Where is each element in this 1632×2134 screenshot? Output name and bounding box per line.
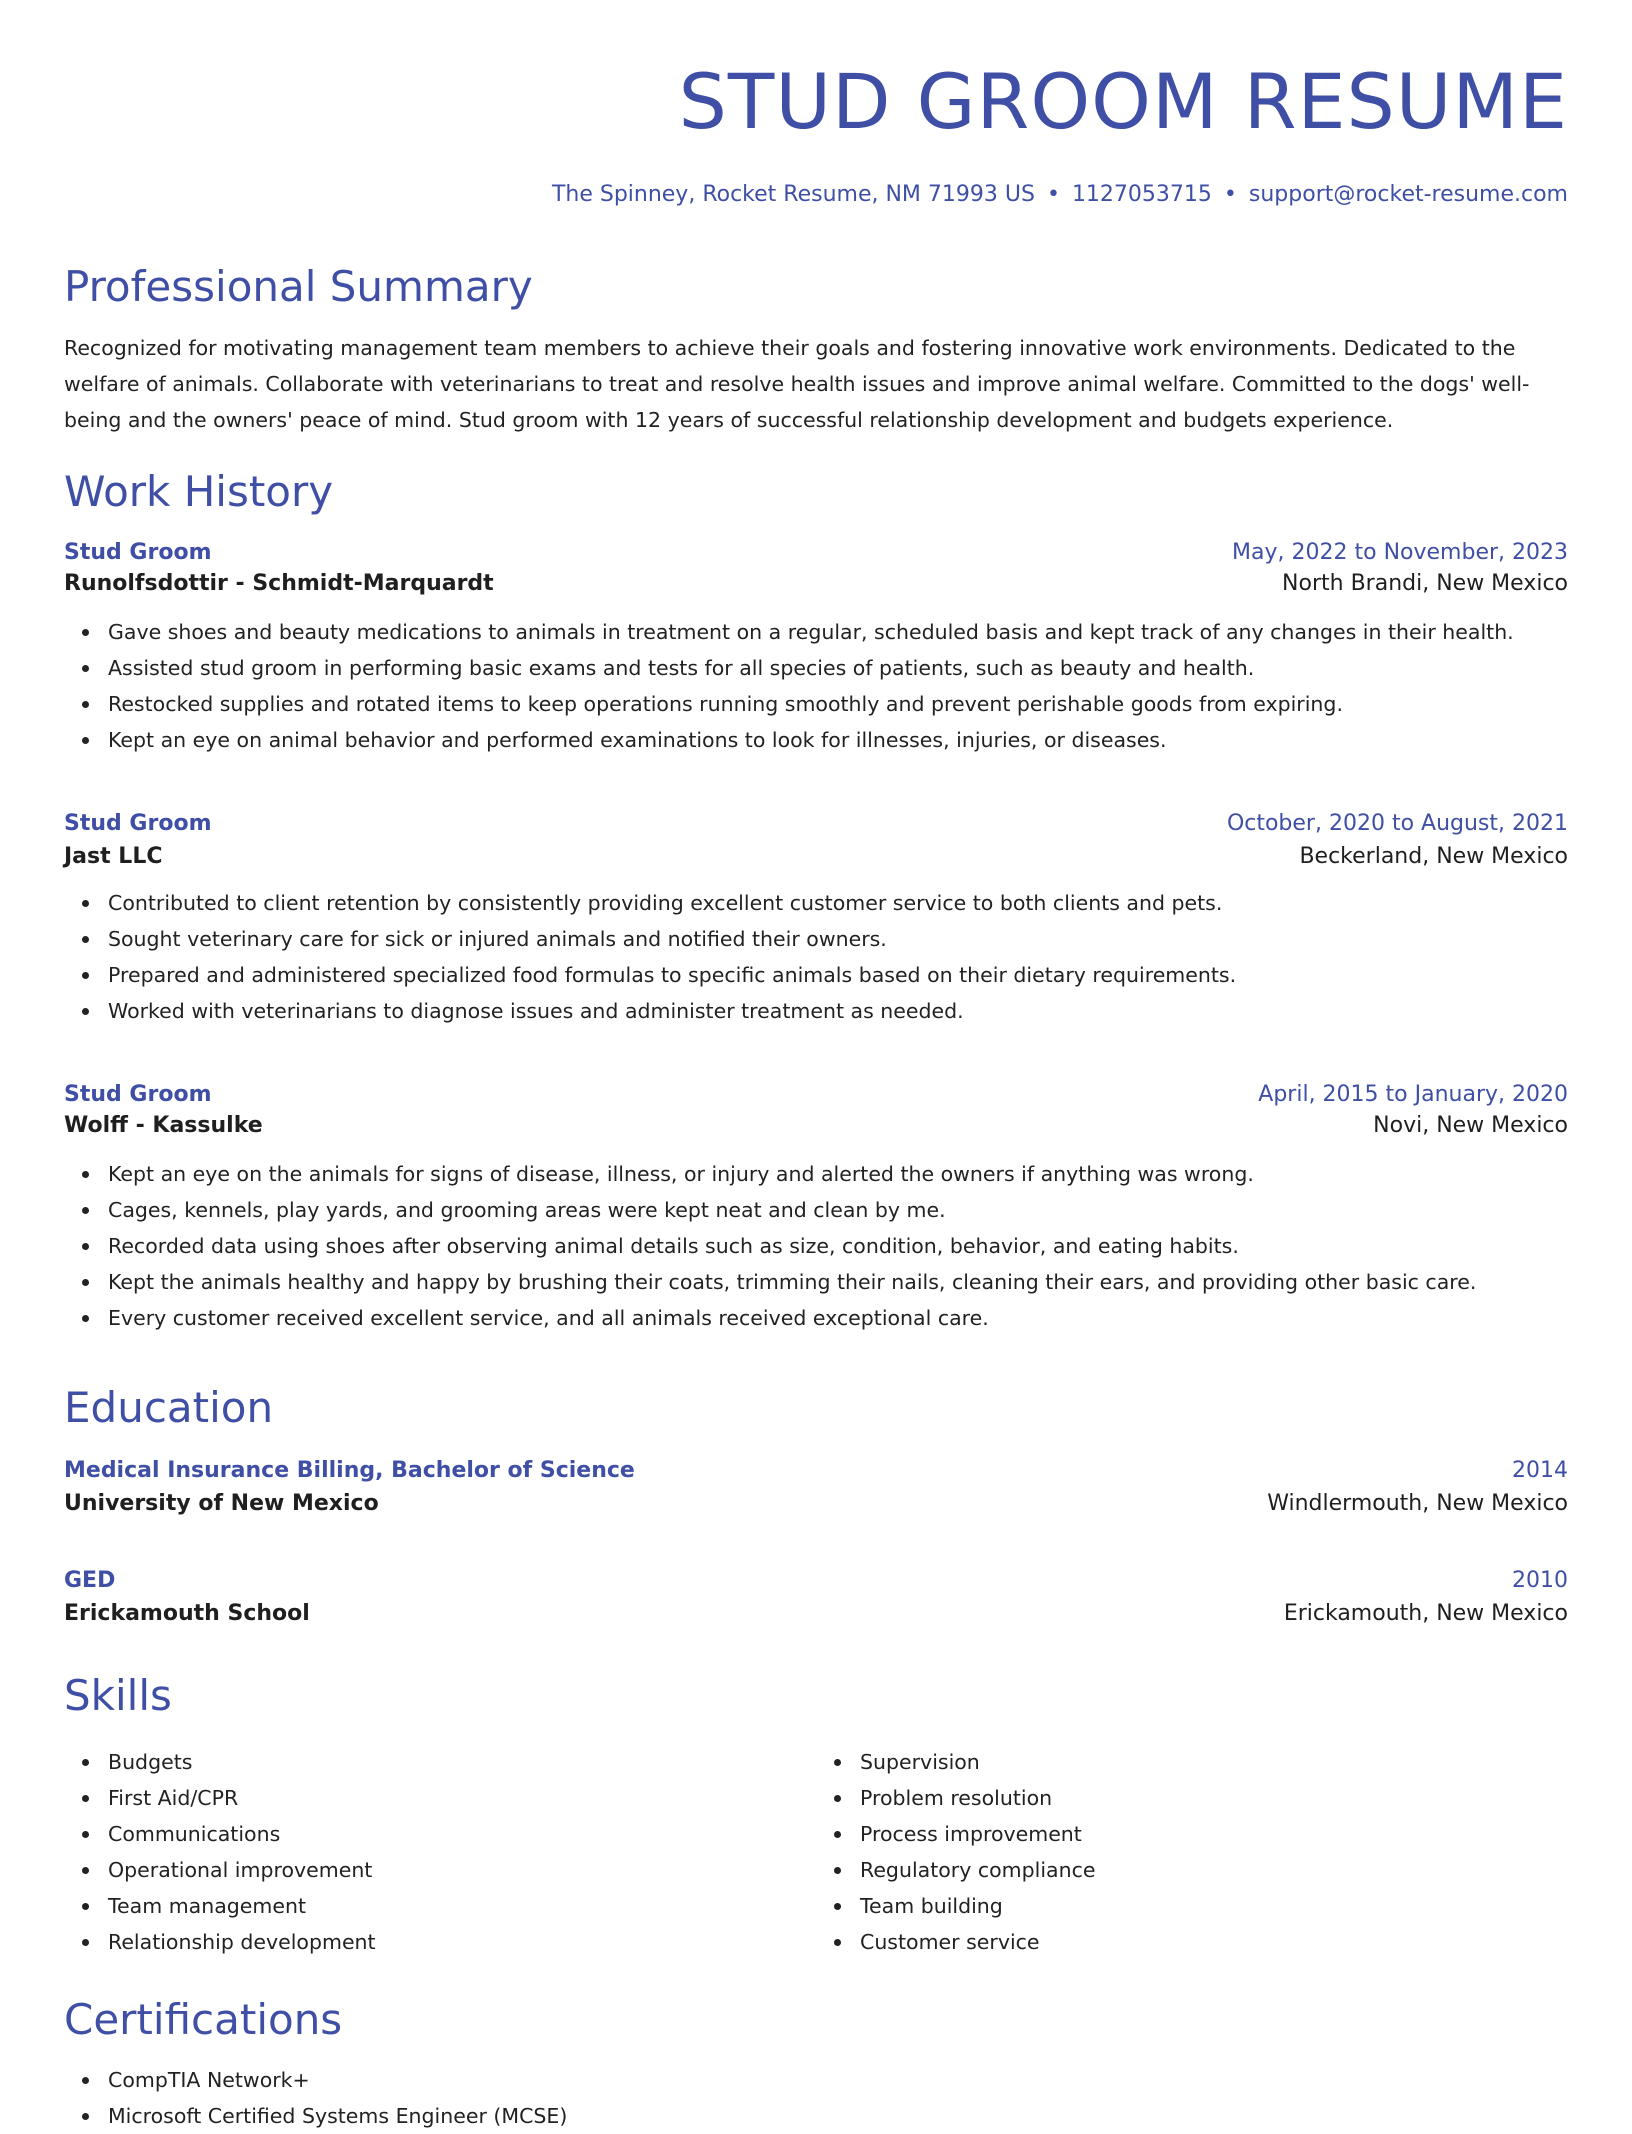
job-bullets <box>64 614 1568 758</box>
contact-email[interactable]: support@rocket-resume.com <box>1248 182 1568 207</box>
work-history-heading: Work History <box>64 467 334 516</box>
job-bullet: Gave shoes and beauty medications to animals in treatment on a regular, scheduled basis and kept track of any changes in their health. <box>108 614 1568 650</box>
summary-text: Recognized for motivating management team members to achieve their goals and fostering innovative work environments. Dedicated to the welfare of animals. Collaborate with veterinarians to treat and resolve health issues and improve animal welfare. Committed to the dogs' well-being and the owners' peace of mind. Stud groom with 12 years of successful relationship development and budgets experience. <box>64 336 1530 432</box>
education-header-row <box>64 1458 1568 1483</box>
job-bullet: Restocked supplies and rotated items to keep operations running smoothly and prevent perishable goods from expiring. <box>108 686 1568 722</box>
skill-item: Communications <box>108 1816 816 1852</box>
contact-phone: 1127053715 <box>1071 182 1212 207</box>
education-degree: Medical Insurance Billing, Bachelor of Science <box>64 1458 635 1483</box>
skill-item: Team building <box>860 1888 1568 1924</box>
job-company: Runolfsdottir - Schmidt-Marquardt <box>64 571 494 596</box>
job-dates: May, 2022 to November, 2023 <box>1232 540 1568 565</box>
job-bullet: Recorded data using shoes after observing animal details such as size, condition, behavior, and eating habits. <box>108 1228 1568 1264</box>
job-org-row <box>64 571 1568 596</box>
education-heading: Education <box>64 1383 274 1432</box>
education-year: 2014 <box>1512 1458 1568 1483</box>
skill-item: Problem resolution <box>860 1780 1568 1816</box>
job-bullet: Worked with veterinarians to diagnose issues and administer treatment as needed. <box>108 993 1568 1029</box>
education-degree: GED <box>64 1568 116 1593</box>
education-entry <box>64 1458 1568 1516</box>
job-bullet: Kept an eye on the animals for signs of disease, illness, or injury and alerted the owners if anything was wrong. <box>108 1156 1568 1192</box>
job-bullet: Prepared and administered specialized food formulas to specific animals based on their dietary requirements. <box>108 957 1568 993</box>
certifications-list <box>64 2062 1568 2134</box>
education-school-row <box>64 1601 1568 1626</box>
job-location: Novi, New Mexico <box>1373 1113 1568 1138</box>
job-bullet: Contributed to client retention by consistently providing excellent customer service to both clients and pets. <box>108 885 1568 921</box>
job-entry <box>64 811 1568 1029</box>
skills-list-right <box>816 1744 1568 1960</box>
certification-item: Microsoft Certified Systems Engineer (MCSE) <box>108 2098 1568 2134</box>
resume-title: STUD GROOM RESUME <box>678 57 1568 146</box>
skill-item: First Aid/CPR <box>108 1780 816 1816</box>
job-entry <box>64 1082 1568 1336</box>
education-school: University of New Mexico <box>64 1491 379 1516</box>
education-header-row <box>64 1568 1568 1593</box>
contact-separator: • <box>1223 182 1237 207</box>
job-entry <box>64 540 1568 758</box>
skill-item: Relationship development <box>108 1924 816 1960</box>
education-year: 2010 <box>1512 1568 1568 1593</box>
skills-list-left <box>64 1744 816 1960</box>
job-bullet: Cages, kennels, play yards, and grooming areas were kept neat and clean by me. <box>108 1192 1568 1228</box>
job-header-row <box>64 540 1568 565</box>
contact-line <box>552 180 1568 210</box>
skill-item: Budgets <box>108 1744 816 1780</box>
job-title: Stud Groom <box>64 1082 212 1107</box>
job-dates: April, 2015 to January, 2020 <box>1258 1082 1568 1107</box>
job-bullets <box>64 1156 1568 1336</box>
education-school-row <box>64 1491 1568 1516</box>
skill-item: Supervision <box>860 1744 1568 1780</box>
job-bullet: Kept an eye on animal behavior and performed examinations to look for illnesses, injuries, or diseases. <box>108 722 1568 758</box>
job-location: North Brandi, New Mexico <box>1282 571 1568 596</box>
job-title: Stud Groom <box>64 811 212 836</box>
job-bullet: Sought veterinary care for sick or injured animals and notified their owners. <box>108 921 1568 957</box>
job-bullets <box>64 885 1568 1029</box>
job-bullet: Assisted stud groom in performing basic exams and tests for all species of patients, such as beauty and health. <box>108 650 1568 686</box>
job-location: Beckerland, New Mexico <box>1299 844 1568 869</box>
job-company: Jast LLC <box>64 844 163 869</box>
job-dates: October, 2020 to August, 2021 <box>1226 811 1568 836</box>
job-header-row <box>64 1082 1568 1107</box>
education-school: Erickamouth School <box>64 1601 310 1626</box>
education-location: Erickamouth, New Mexico <box>1283 1601 1568 1626</box>
job-org-row <box>64 844 1568 869</box>
skill-item: Team management <box>108 1888 816 1924</box>
job-bullet: Kept the animals healthy and happy by brushing their coats, trimming their nails, cleaning their ears, and providing other basic care. <box>108 1264 1568 1300</box>
education-location: Windlermouth, New Mexico <box>1267 1491 1568 1516</box>
certifications-heading: Certifications <box>64 1995 343 2044</box>
job-bullet: Every customer received excellent service, and all animals received exceptional care. <box>108 1300 1568 1336</box>
job-company: Wolff - Kassulke <box>64 1113 263 1138</box>
skill-item: Regulatory compliance <box>860 1852 1568 1888</box>
certification-item: CompTIA Network+ <box>108 2062 1568 2098</box>
skills-heading: Skills <box>64 1671 172 1720</box>
summary-heading: Professional Summary <box>64 262 533 311</box>
job-title: Stud Groom <box>64 540 212 565</box>
contact-address: The Spinney, Rocket Resume, NM 71993 US <box>551 182 1035 207</box>
skill-item: Customer service <box>860 1924 1568 1960</box>
contact-separator: • <box>1046 182 1060 207</box>
education-entry <box>64 1568 1568 1626</box>
job-header-row <box>64 811 1568 836</box>
skills-grid <box>64 1744 1568 1960</box>
job-org-row <box>64 1113 1568 1138</box>
skill-item: Operational improvement <box>108 1852 816 1888</box>
skill-item: Process improvement <box>860 1816 1568 1852</box>
